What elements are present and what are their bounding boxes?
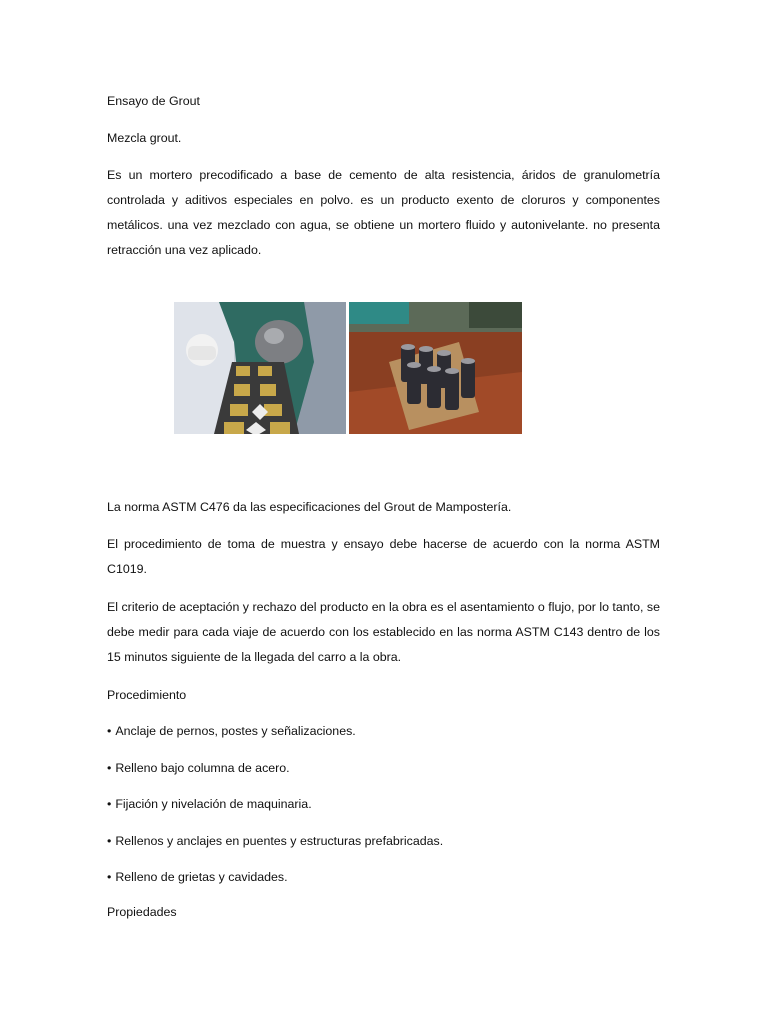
photo-grout-pouring-molds — [174, 302, 346, 434]
photo-grout-cylinder-samples — [349, 302, 522, 434]
intro-paragraph: Es un mortero precodificado a base de cemento de alta resistencia, áridos de granulometría controlada y aditivos especiales en polvo. es un producto exento de cloruros y componentes metálicos. una vez mezclado con agua, se obtiene un mortero fluido y autonivelante. no presenta retracción una vez aplicado. — [107, 168, 660, 257]
procedure-heading: Procedimiento — [107, 688, 187, 702]
list-item: • Rellenos y anclajes en puentes y estructuras prefabricadas. — [107, 829, 660, 866]
list-item: • Relleno de grietas y cavidades. — [107, 865, 660, 902]
section-subtitle: Mezcla grout. — [107, 131, 182, 145]
properties-heading: Propiedades — [107, 905, 177, 919]
list-item: • Fijación y nivelación de maquinaria. — [107, 792, 660, 829]
list-item: • Anclaje de pernos, postes y señalizaciones. — [107, 719, 660, 756]
procedure-list — [107, 719, 660, 902]
document-title: Ensayo de Grout — [107, 94, 200, 108]
list-item: • Relleno bajo columna de acero. — [107, 756, 660, 793]
acceptance-criteria-paragraph: El criterio de aceptación y rechazo del producto en la obra es el asentamiento o flujo, por lo tanto, se debe medir para cada viaje de acuerdo con los establecido en las norma ASTM C143 dentro de los 15 minutos siguiente de la llegada del carro a la obra. — [107, 600, 660, 664]
sampling-procedure-paragraph: El procedimiento de toma de muestra y ensayo debe hacerse de acuerdo con la norma ASTM C1019. — [107, 537, 660, 576]
norma-paragraph: La norma ASTM C476 da las especificaciones del Grout de Mampostería. — [107, 500, 512, 514]
